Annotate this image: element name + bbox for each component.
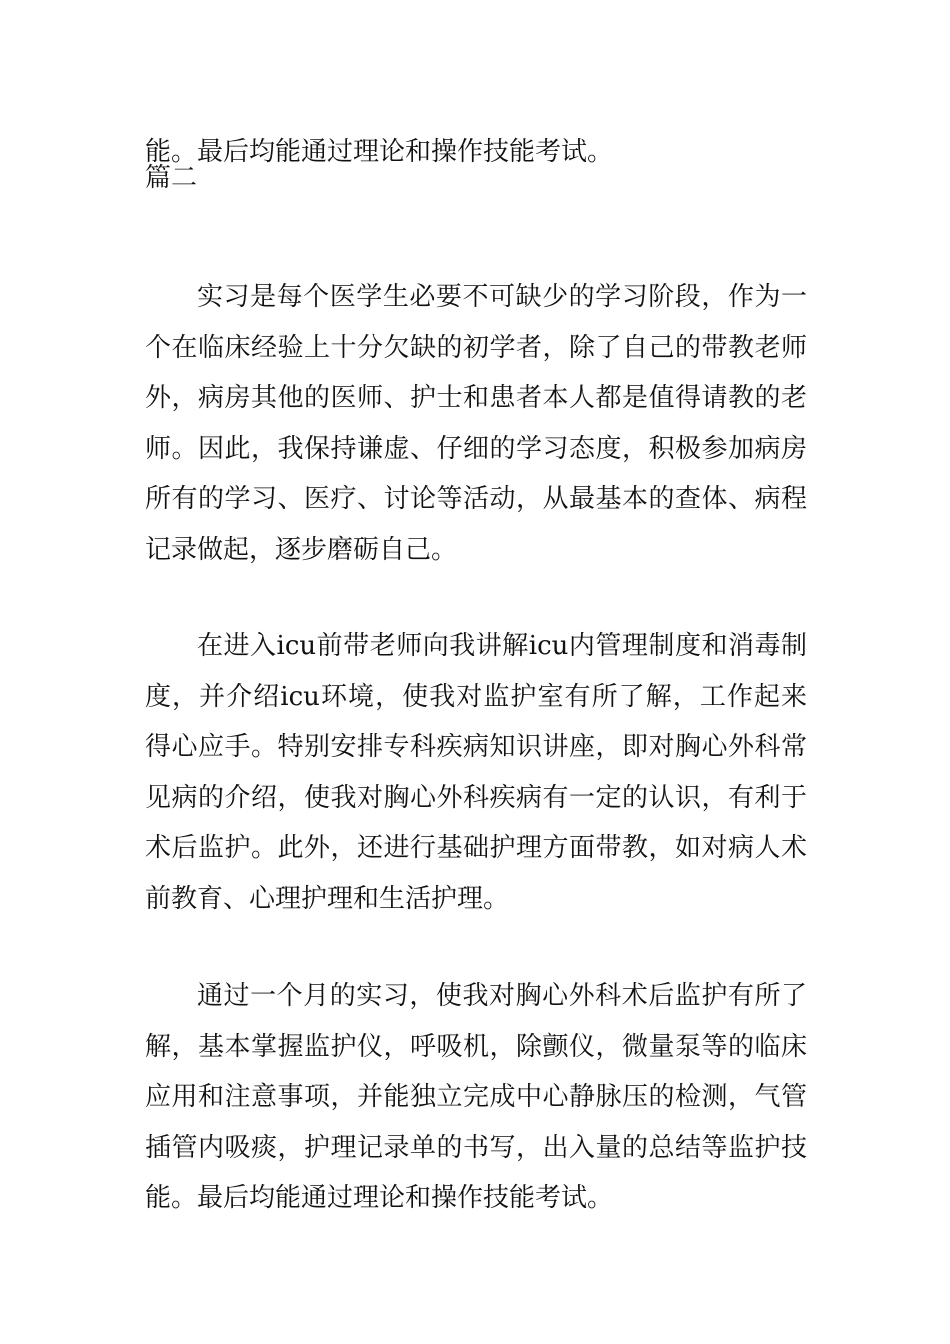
paragraph-1-text: 实习是每个医学生必要不可缺少的学习阶段，作为一个在临床经验上十分欠缺的初学者，除了自己的带教老师外，病房其他的医师、护士和患者本人都是值得请教的老师。因此，我保持谦虚、仔细的学习态度，积极参加病房所有的学习、医疗、讨论等活动，从最基本的查体、病程记录做起，逐步磨砺自己。 xyxy=(145,282,807,565)
paragraph-3 xyxy=(145,971,807,1224)
section-heading: 篇二 xyxy=(145,163,198,193)
paragraph-3-text: 通过一个月的实习，使我对胸心外科术后监护有所了解，基本掌握监护仪，呼吸机，除颤仪，微量泵等的临床应用和注意事项，并能独立完成中心静脉压的检测，气管插管内吸痰，护理记录单的书写，出入量的总结等监护技能。最后均能通过理论和操作技能考试。 xyxy=(145,981,807,1213)
continuation-line: 能。最后均能通过理论和操作技能考试。 xyxy=(145,137,614,167)
paragraph-1 xyxy=(145,272,807,575)
paragraph-2-text: 在进入icu前带老师向我讲解icu内管理制度和消毒制度，并介绍icu环境，使我对监护室有所了解，工作起来得心应手。特别安排专科疾病知识讲座，即对胸心外科常见病的介绍，使我对胸心外科疾病有一定的认识，有利于术后监护。此外，还进行基础护理方面带教，如对病人术前教育、心理护理和生活护理。 xyxy=(145,631,807,914)
paragraph-2 xyxy=(145,621,807,924)
